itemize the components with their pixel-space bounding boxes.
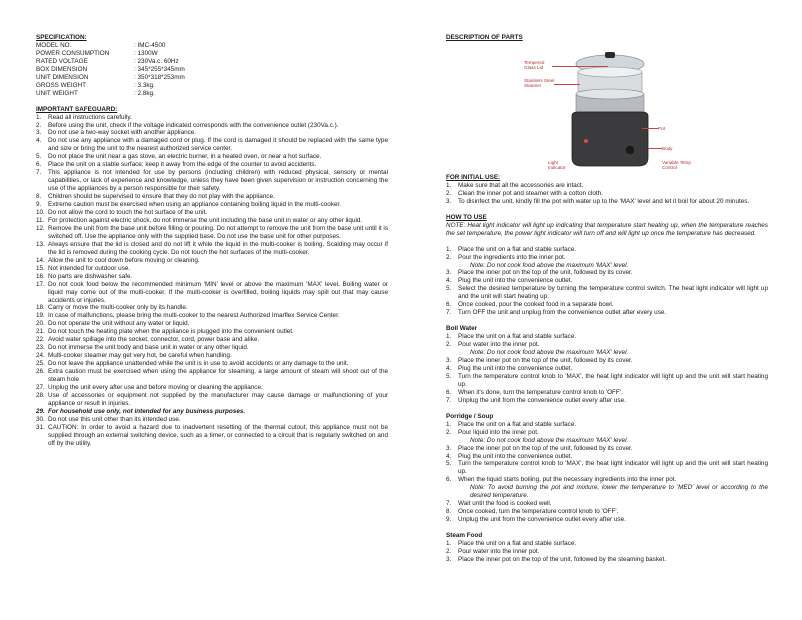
item-text: No parts are dishwasher safe. xyxy=(48,272,133,280)
how-to-use-list xyxy=(446,246,768,318)
item-text: Pour the ingredients into the inner pot. xyxy=(458,253,566,261)
item-number: 3. xyxy=(36,129,42,137)
spec-row xyxy=(36,90,388,98)
callout-lid: Tempered Glass Lid xyxy=(524,59,545,70)
spec-row xyxy=(36,50,388,58)
callout-steamer: Stainless Steel Steamer xyxy=(524,77,555,88)
item-number: 13. xyxy=(36,240,45,248)
item-number: 19. xyxy=(36,312,45,320)
porridge-heading: Porridge / Soup xyxy=(446,412,494,420)
spec-row xyxy=(36,58,388,66)
item-text: Make sure that all the accessories are intact. xyxy=(458,181,584,189)
list-item xyxy=(36,225,388,241)
item-number: 1. xyxy=(446,245,452,253)
list-item xyxy=(36,209,388,217)
item-number: 3. xyxy=(446,197,452,205)
list-item xyxy=(446,246,768,254)
item-text: Select the desired temperature by turning the temperature control switch. The heat light indicator will light up and the unit will start heating up. xyxy=(458,285,768,301)
item-text: Unplug the unit every after use and before moving or cleaning the appliance. xyxy=(48,383,263,391)
spec-row xyxy=(36,42,388,50)
list-item xyxy=(36,304,388,312)
item-text: This appliance is not intended for use by persons (including children) with reduced physical, sensory or mental capabilities, or lack of experience and knowledge, unless they have been given supervision or instruction concerning the use of the appliances by a person responsible for their safety. xyxy=(48,169,388,193)
list-item xyxy=(446,301,768,309)
parts-heading: DESCRIPTION OF PARTS xyxy=(446,34,523,41)
item-text: Always ensure that the lid is closed and do not lift it while the liquid in the multi-cooker is boiling. Scalding may occur if the lid is removed during the cooking cycle. Do not touch the hot surfaces of the multi-cooker. xyxy=(48,240,388,256)
item-text: Do not immerse the unit body and base unit in water or any other liquid. xyxy=(48,344,249,352)
item-number: 4. xyxy=(446,277,452,285)
spec-label: BOX DIMENSION xyxy=(36,65,88,73)
list-item xyxy=(36,384,388,392)
list-item xyxy=(446,182,768,190)
item-text: Avoid water spillage into the socket, connector, cord, power base and alike. xyxy=(48,336,260,344)
left-column xyxy=(36,34,388,448)
list-item xyxy=(446,198,768,206)
item-number: 29. xyxy=(36,407,45,415)
cooker-body xyxy=(572,112,648,166)
item-number: 3. xyxy=(446,444,452,452)
spec-label: RATED VOLTAGE xyxy=(36,57,88,65)
list-item xyxy=(446,453,768,461)
list-item xyxy=(446,421,768,429)
item-text: Place the unit on a flat and stable surface. xyxy=(458,333,577,341)
item-number: 2. xyxy=(446,428,452,436)
item-text: Extreme caution must be exercised when using an appliance containing boiling liquid in the multi-cooker. xyxy=(48,201,342,209)
list-item xyxy=(446,269,768,277)
list-item xyxy=(36,416,388,424)
spec-label: UNIT DIMENSION xyxy=(36,73,89,81)
item-text: For household use only, not intended for any business purposes. xyxy=(48,407,246,415)
list-item xyxy=(446,333,768,341)
item-text: When it's done, turn the temperature control knob to 'OFF'. xyxy=(458,388,623,396)
list-item xyxy=(446,365,768,373)
item-text: Plug the unit into the convenience outlet. xyxy=(458,277,573,285)
item-note: Note: Do not cook food above the maximum 'MAX' level. xyxy=(470,436,629,444)
list-item xyxy=(36,169,388,193)
item-number: 28. xyxy=(36,391,45,399)
item-number: 1. xyxy=(446,540,452,548)
item-text: In case of malfunctions, please bring the multi-cooker to the nearest Authorized Imarflex Service Center. xyxy=(48,312,340,320)
item-number: 7. xyxy=(446,500,452,508)
item-number: 6. xyxy=(446,388,452,396)
item-number: 15. xyxy=(36,264,45,272)
item-number: 10. xyxy=(36,209,45,217)
item-number: 26. xyxy=(36,368,45,376)
item-text: Not intended for outdoor use. xyxy=(48,264,131,272)
item-text: Allow the unit to cool down before moving or cleaning. xyxy=(48,256,200,264)
callout-body: Body xyxy=(662,145,673,151)
list-item xyxy=(446,556,768,564)
spec-label: UNIT WEIGHT xyxy=(36,89,78,97)
spec-label: GROSS WEIGHT xyxy=(36,81,87,89)
list-item xyxy=(446,397,768,405)
item-number: 30. xyxy=(36,415,45,423)
list-item xyxy=(36,424,388,448)
item-text: Once cooked, pour the cooked food in a separate bowl. xyxy=(458,301,614,309)
item-number: 6. xyxy=(36,161,42,169)
multi-cooker-illustration xyxy=(542,46,692,170)
item-text: Do not use any appliance with a damaged cord or plug. If the cord is damaged it should be replaced with the same type and size or bring the unit to the nearest authorized service center. xyxy=(48,137,388,153)
list-item xyxy=(446,460,768,476)
list-item xyxy=(36,368,388,384)
list-item xyxy=(446,476,768,500)
initial-use-list xyxy=(446,182,768,206)
initial-use-heading: FOR INITIAL USE: xyxy=(446,173,501,181)
list-item xyxy=(446,254,768,270)
list-item xyxy=(36,408,388,416)
steam-food-heading: Steam Food xyxy=(446,532,483,540)
item-number: 8. xyxy=(446,508,452,516)
list-item xyxy=(446,500,768,508)
item-number: 3. xyxy=(446,269,452,277)
item-number: 2. xyxy=(36,121,42,129)
item-text: To disinfect the unit, kindly fill the pot with water up to the 'MAX' level and let it boil for about 20 minutes. xyxy=(458,197,750,205)
spec-value: : 230Va.c. 60Hz xyxy=(134,57,179,65)
list-item xyxy=(36,265,388,273)
item-text: Do not operate the unit without any water or liquid. xyxy=(48,320,190,328)
item-number: 7. xyxy=(36,169,42,177)
spec-value: : 345*255*345mm xyxy=(134,65,185,73)
item-number: 2. xyxy=(446,189,452,197)
spec-label: MODEL NO. xyxy=(36,41,72,49)
safeguard-list xyxy=(36,114,388,448)
item-text: When the liquid starts boiling, put the necessary ingredients into the inner pot. xyxy=(458,476,677,484)
item-text: Turn the temperature control knob to 'MAX', the heat light indicator will light up and the unit will start heating up. xyxy=(458,372,768,388)
item-number: 23. xyxy=(36,344,45,352)
item-note: Note: To avoid burning the pot and mixture, lower the temperature to 'MED' level or according to the desired temperature. xyxy=(470,484,768,500)
item-number: 5. xyxy=(446,460,452,468)
item-number: 1. xyxy=(36,113,42,121)
lid-knob xyxy=(605,52,615,58)
callout-light: Light Indicator xyxy=(548,159,566,170)
item-number: 3. xyxy=(446,555,452,563)
list-item xyxy=(36,137,388,153)
item-number: 21. xyxy=(36,328,45,336)
item-text: Turn OFF the unit and unplug from the convenience outlet after every use. xyxy=(458,309,667,317)
item-number: 2. xyxy=(446,341,452,349)
list-item xyxy=(446,341,768,357)
item-text: Plug the unit into the convenience outlet. xyxy=(458,364,573,372)
item-text: Unplug the unit from the convenience outlet every after use. xyxy=(458,516,626,524)
list-item xyxy=(36,241,388,257)
item-number: 8. xyxy=(36,193,42,201)
item-text: Place the unit on a stable surface; keep it away from the edge of the counter to avoid accidents. xyxy=(48,161,317,169)
list-item xyxy=(446,309,768,317)
item-number: 31. xyxy=(36,423,45,431)
item-number: 16. xyxy=(36,272,45,280)
item-number: 12. xyxy=(36,224,45,232)
list-item xyxy=(36,257,388,265)
callout-pot: Pot xyxy=(658,125,665,131)
item-number: 20. xyxy=(36,320,45,328)
item-number: 9. xyxy=(36,201,42,209)
how-to-use-note: NOTE: Heat light indicator will light up indicating that temperature start heating up, when the temperature reaches the set temperature, the power light indicator will turn off and will light up once the temperature has decreased. xyxy=(446,221,768,237)
item-text: Place the inner pot on the top of the unit, followed by its cover. xyxy=(458,444,633,452)
list-item xyxy=(446,516,768,524)
spec-value: : IMC-4500 xyxy=(134,41,166,49)
item-text: Place the inner pot on the top of the unit, followed by its cover. xyxy=(458,269,633,277)
porridge-list xyxy=(446,421,768,524)
spec-row xyxy=(36,66,388,74)
how-to-use-heading: HOW TO USE xyxy=(446,213,487,221)
list-item xyxy=(36,153,388,161)
item-number: 2. xyxy=(446,253,452,261)
item-number: 1. xyxy=(446,333,452,341)
list-item xyxy=(36,217,388,225)
item-text: Do not cook food below the recommended minimum 'MIN' level or above the maximum 'MAX' level. Boiling water or liquid may come out of the multi-cooker. If the multi-cooker is overfilled, boiling liquids may spill out that may cause accidents or injuries. xyxy=(48,280,388,304)
item-number: 9. xyxy=(446,516,452,524)
list-item xyxy=(446,429,768,445)
item-text: For protection against electric shock, do not immerse the unit including the base unit in water or any other liquid. xyxy=(48,216,363,224)
list-item xyxy=(36,122,388,130)
item-text: Once cooked, turn the temperature control knob to 'OFF'. xyxy=(458,508,619,516)
item-text: Plug the unit into the convenience outlet. xyxy=(458,452,573,460)
item-number: 4. xyxy=(446,364,452,372)
item-text: Place the inner pot on the top of the unit, followed by its cover. xyxy=(458,357,633,365)
item-text: Do not place the unit near a gas stove, an electric burner, in a heated oven, or near a hot surface. xyxy=(48,153,322,161)
item-number: 25. xyxy=(36,360,45,368)
item-number: 2. xyxy=(446,547,452,555)
spec-value: : 3.3kg. xyxy=(134,81,155,89)
item-text: Do not allow the cord to touch the hot surface of the unit. xyxy=(48,209,208,217)
item-text: Read all instructions carefully. xyxy=(48,113,132,121)
steam-food-list xyxy=(446,540,768,564)
list-item xyxy=(36,344,388,352)
temp-control-knob xyxy=(625,145,635,155)
list-item xyxy=(446,373,768,389)
item-number: 5. xyxy=(446,372,452,380)
boil-water-heading: Boil Water xyxy=(446,325,478,333)
list-item xyxy=(446,389,768,397)
item-text: Place the inner pot on the top of the unit, followed by the steaming basket. xyxy=(458,555,667,563)
spec-label: POWER CONSUMPTION xyxy=(36,49,110,57)
item-text: Use of accessories or equipment not supplied by the manufacturer may cause damage or malfunctioning of your appliance or result in injuries. xyxy=(48,391,388,407)
item-number: 11. xyxy=(36,216,45,224)
item-note: Note: Do not cook food above the maximum 'MAX' level. xyxy=(470,261,629,269)
item-text: Carry or move the multi-cooker only by its handle. xyxy=(48,304,188,312)
list-item xyxy=(36,273,388,281)
list-item xyxy=(36,312,388,320)
boil-water-list xyxy=(446,333,768,405)
spec-value: : 2.8kg. xyxy=(134,89,155,97)
spec-value: : 350*318*253mm xyxy=(134,73,185,81)
right-column xyxy=(446,34,768,564)
item-text: Place the unit on a flat and stable surface. xyxy=(458,540,577,548)
item-text: Place the unit on a flat and stable surface. xyxy=(458,420,577,428)
item-number: 4. xyxy=(36,137,42,145)
list-item xyxy=(36,193,388,201)
list-item xyxy=(446,357,768,365)
list-item xyxy=(36,129,388,137)
item-note: Note: Do not cook food above the maximum 'MAX' level. xyxy=(470,349,629,357)
list-item xyxy=(446,190,768,198)
item-text: Children should be supervised to ensure that they do not play with the appliance. xyxy=(48,193,275,201)
list-item xyxy=(36,352,388,360)
item-number: 5. xyxy=(36,153,42,161)
item-text: Remove the unit from the base unit before filling or pouring. Do not attempt to remove the unit from the base unit until it is switched off. Use the appliance only with the supplied base. Do not use the base unit for other purposes. xyxy=(48,224,388,240)
list-item xyxy=(36,360,388,368)
item-text: Before using the unit, check if the voltage indicated corresponds with the convenience outlet (230Va.c.). xyxy=(48,121,339,129)
item-text: Pour water into the inner pot. xyxy=(458,547,540,555)
item-number: 18. xyxy=(36,304,45,312)
list-item xyxy=(36,392,388,408)
list-item xyxy=(446,540,768,548)
list-item xyxy=(36,114,388,122)
specification-heading: SPECIFICATION: xyxy=(36,34,87,41)
item-number: 3. xyxy=(446,357,452,365)
list-item xyxy=(446,548,768,556)
item-number: 5. xyxy=(446,285,452,293)
spec-value: : 1300W xyxy=(134,49,158,57)
item-text: Extra caution must be exercised when using the appliance for steaming, a large amount of steam will shoot out of the steam hole xyxy=(48,368,388,384)
list-item xyxy=(446,445,768,453)
list-item xyxy=(36,281,388,305)
item-number: 22. xyxy=(36,336,45,344)
item-number: 7. xyxy=(446,309,452,317)
item-text: Place the unit on a flat and stable surface. xyxy=(458,245,577,253)
item-text: Wait until the food is cooked well. xyxy=(458,500,552,508)
item-number: 27. xyxy=(36,383,45,391)
list-item xyxy=(446,285,768,301)
item-text: Do not touch the heating plate when the appliance is plugged into the convenient outlet. xyxy=(48,328,294,336)
list-item xyxy=(446,508,768,516)
item-text: Turn the temperature control knob to 'MAX', the heat light indicator will light up and the unit will start heating up. xyxy=(458,460,768,476)
spec-row xyxy=(36,82,388,90)
item-number: 6. xyxy=(446,476,452,484)
item-text: Clean the inner pot and steamer with a cotton cloth. xyxy=(458,189,603,197)
item-text: Do not use this unit other than its intended use. xyxy=(48,415,181,423)
list-item xyxy=(36,320,388,328)
list-item xyxy=(36,328,388,336)
spec-row xyxy=(36,74,388,82)
parts-diagram xyxy=(446,46,768,170)
item-text: CAUTION: In order to avoid a hazard due to inadvertent resetting of the thermal cutout, this appliance must not be supplied through an external switching device, such as a timer, or connected to a circuit that is regularly switched on and off by the utility. xyxy=(48,423,388,447)
item-number: 1. xyxy=(446,181,452,189)
item-text: Pour liquid into the inner pot. xyxy=(458,428,539,436)
list-item xyxy=(36,336,388,344)
item-number: 4. xyxy=(446,452,452,460)
callout-control: Variable Temp Control xyxy=(662,159,691,170)
item-text: Pour water into the inner pot. xyxy=(458,341,540,349)
item-text: Do not use a two-way socket with another appliance. xyxy=(48,129,197,137)
light-indicator xyxy=(584,139,588,143)
item-text: Unplug the unit from the convenience outlet every after use. xyxy=(458,396,626,404)
item-number: 17. xyxy=(36,280,45,288)
item-number: 7. xyxy=(446,396,452,404)
item-number: 6. xyxy=(446,301,452,309)
list-item xyxy=(36,161,388,169)
item-text: Do not leave the appliance unattended while the unit is in use to avoid accidents or any damage to the unit. xyxy=(48,360,349,368)
list-item xyxy=(36,201,388,209)
item-number: 1. xyxy=(446,420,452,428)
item-text: Multi-cooker steamer may get very hot, be careful when handling. xyxy=(48,352,232,360)
specification-table xyxy=(36,42,388,98)
item-number: 14. xyxy=(36,256,45,264)
safeguard-heading: IMPORTANT SAFEGUARD: xyxy=(36,105,118,113)
item-number: 24. xyxy=(36,352,45,360)
list-item xyxy=(446,277,768,285)
